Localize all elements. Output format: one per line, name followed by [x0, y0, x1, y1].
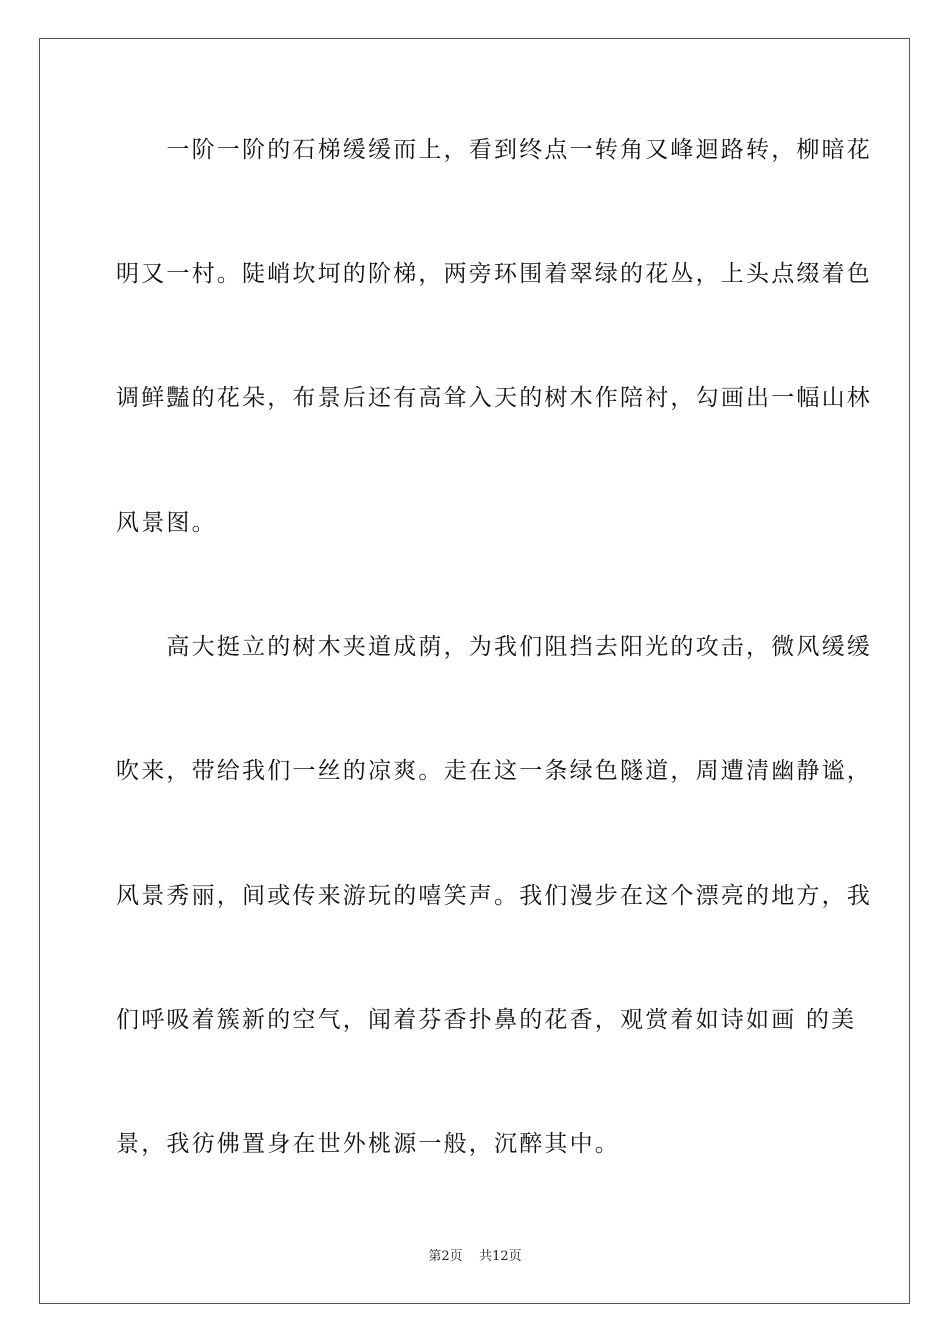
page-border	[39, 38, 910, 1304]
paragraph-1-line-1: 一阶一阶的石梯缓缓而上，看到终点一转角又峰迴路转，柳暗花	[116, 137, 872, 163]
paragraph-2-line-5: 景，我彷佛置身在世外桃源一般，沉醉其中。	[116, 1131, 620, 1157]
paragraph-1-line-4: 风景图。	[116, 510, 217, 536]
page-total: 共12页	[479, 1249, 522, 1264]
paragraph-2-line-1: 高大挺立的树木夹道成荫，为我们阻挡去阳光的攻击，微风缓缓	[116, 634, 872, 660]
paragraph-2-line-3: 风景秀丽，间或传来游玩的嘻笑声。我们漫步在这个漂亮的地方，我	[116, 883, 872, 909]
paragraph-1-line-3: 调鲜豔的花朵，布景后还有高耸入天的树木作陪衬，勾画出一幅山林	[116, 385, 872, 411]
page-footer	[0, 1245, 950, 1264]
paragraph-1-line-2: 明又一村。陡峭坎坷的阶梯，两旁环围着翠绿的花丛，上头点缀着色	[116, 261, 872, 287]
page-number: 第2页	[428, 1249, 463, 1264]
paragraph-2-line-4: 们呼吸着簇新的空气，闻着芬香扑鼻的花香，观赏着如诗如画 的美	[116, 1007, 857, 1033]
paragraph-2-line-2: 吹来，带给我们一丝的凉爽。走在这一条绿色隧道，周遭清幽静谧，	[116, 758, 872, 784]
